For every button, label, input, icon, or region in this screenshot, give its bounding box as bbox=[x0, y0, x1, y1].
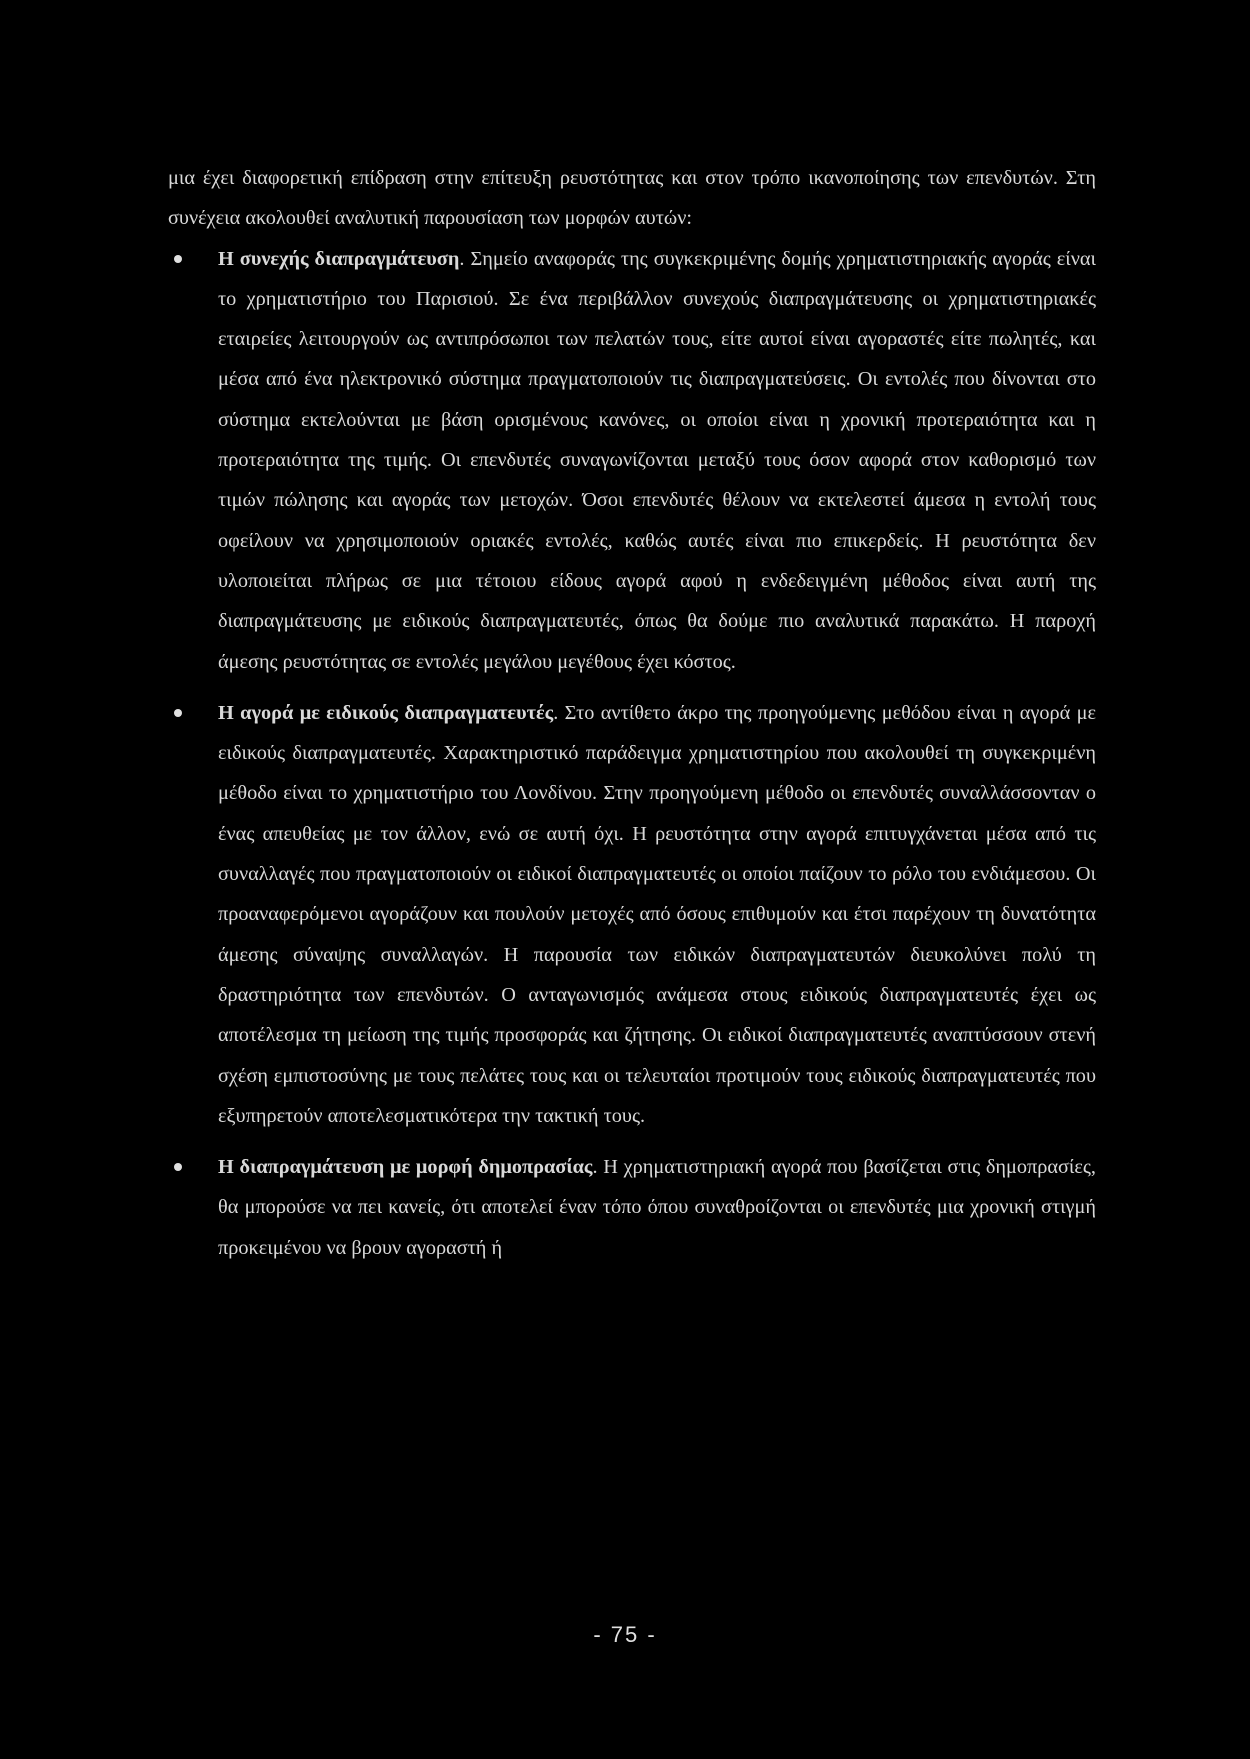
list-item bbox=[168, 1147, 1096, 1268]
bullet-icon bbox=[174, 1163, 182, 1171]
item-term: Η συνεχής διαπραγμάτευση bbox=[218, 247, 460, 270]
list-item bbox=[168, 693, 1096, 1136]
body-text bbox=[168, 158, 1096, 1268]
bullet-icon bbox=[174, 709, 182, 717]
bullet-list bbox=[168, 239, 1096, 1268]
item-term: Η αγορά με ειδικούς διαπραγματευτές bbox=[218, 701, 554, 724]
intro-paragraph: μια έχει διαφορετική επίδραση στην επίτευξη ρευστότητας και στον τρόπο ικανοποίησης των επενδυτών. Στη συνέχεια ακολουθεί αναλυτική παρουσίαση των μορφών αυτών: bbox=[168, 167, 1096, 230]
item-text: . Σημείο αναφοράς της συγκεκριμένης δομής χρηματιστηριακής αγοράς είναι το χρηματιστήριο του Παρισιού. Σε ένα περιβάλλον συνεχούς διαπραγμάτευσης οι χρηματιστηριακές εταιρείες λειτουργούν ως αντιπρόσωποι των πελατών τους, είτε αυτοί είναι αγοραστές είτε πωλητές, και μέσα από ένα ηλεκτρονικό σύστημα πραγματοποιούν τις διαπραγματεύσεις. Οι εντολές που δίνονται στο σύστημα εκτελούνται με βάση ορισμένους κανόνες, οι οποίοι είναι η χρονική προτεραιότητα και η προτεραιότητα της τιμής. Οι επενδυτές συναγωνίζονται μεταξύ τους όσον αφορά στον καθορισμό των τιμών πώλησης και αγοράς των μετοχών. Όσοι επενδυτές θέλουν να εκτελεστεί άμεσα η εντολή τους οφείλουν να χρησιμοποιούν οριακές εντολές, καθώς αυτές είναι πιο επικερδείς. Η ρευστότητα δεν υλοποιείται πλήρως σε μια τέτοιου είδους αγορά αφού η ενδεδειγμένη μέθοδος είναι αυτή της διαπραγμάτευσης με ειδικούς διαπραγματευτές, όπως θα δούμε πιο αναλυτικά παρακάτω. Η παροχή άμεσης ρευστότητας σε εντολές μεγάλου μεγέθους έχει κόστος. bbox=[218, 247, 1096, 673]
item-text: . Στο αντίθετο άκρο της προηγούμενης μεθόδου είναι η αγορά με ειδικούς διαπραγματευτές. Χαρακτηριστικό παράδειγμα χρηματιστηρίου που ακολουθεί τη συγκεκριμένη μέθοδο είναι το χρηματιστήριο του Λονδίνου. Στην προηγούμενη μέθοδο οι επενδυτές συναλλάσσονταν ο ένας απευθείας με τον άλλον, ενώ σε αυτή όχι. Η ρευστότητα στην αγορά επιτυγχάνεται μέσα από τις συναλλαγές που πραγματοποιούν οι ειδικοί διαπραγματευτές οι οποίοι παίζουν το ρόλο του ενδιάμεσου. Οι προαναφερόμενοι αγοράζουν και πουλούν μετοχές από όσους επιθυμούν και έτσι παρέχουν τη δυνατότητα άμεσης σύναψης συναλλαγών. Η παρουσία των ειδικών διαπραγματευτών διευκολύνει πολύ τη δραστηριότητα των επενδυτών. Ο ανταγωνισμός ανάμεσα στους ειδικούς διαπραγματευτές έχει ως αποτέλεσμα τη μείωση της τιμής προσφοράς και ζήτησης. Οι ειδικοί διαπραγματευτές αναπτύσσουν στενή σχέση εμπιστοσύνης με τους πελάτες τους και οι τελευταίοι προτιμούν τους ειδικούς διαπραγματευτές που εξυπηρετούν αποτελεσματικότερα την τακτική τους. bbox=[218, 701, 1096, 1127]
page-number: - 75 - bbox=[593, 1622, 657, 1647]
list-item bbox=[168, 239, 1096, 682]
item-text: . Η χρηματιστηριακή αγορά που βασίζεται στις δημοπρασίες, θα μπορούσε να πει κανείς, ότι αποτελεί έναν τόπο όπου συναθροίζονται οι επενδυτές μια χρονική στιγμή προκειμένου να βρουν αγοραστή ή bbox=[218, 1156, 1096, 1259]
bullet-icon bbox=[174, 255, 182, 263]
item-term: Η διαπραγμάτευση με μορφή δημοπρασίας bbox=[218, 1156, 593, 1179]
